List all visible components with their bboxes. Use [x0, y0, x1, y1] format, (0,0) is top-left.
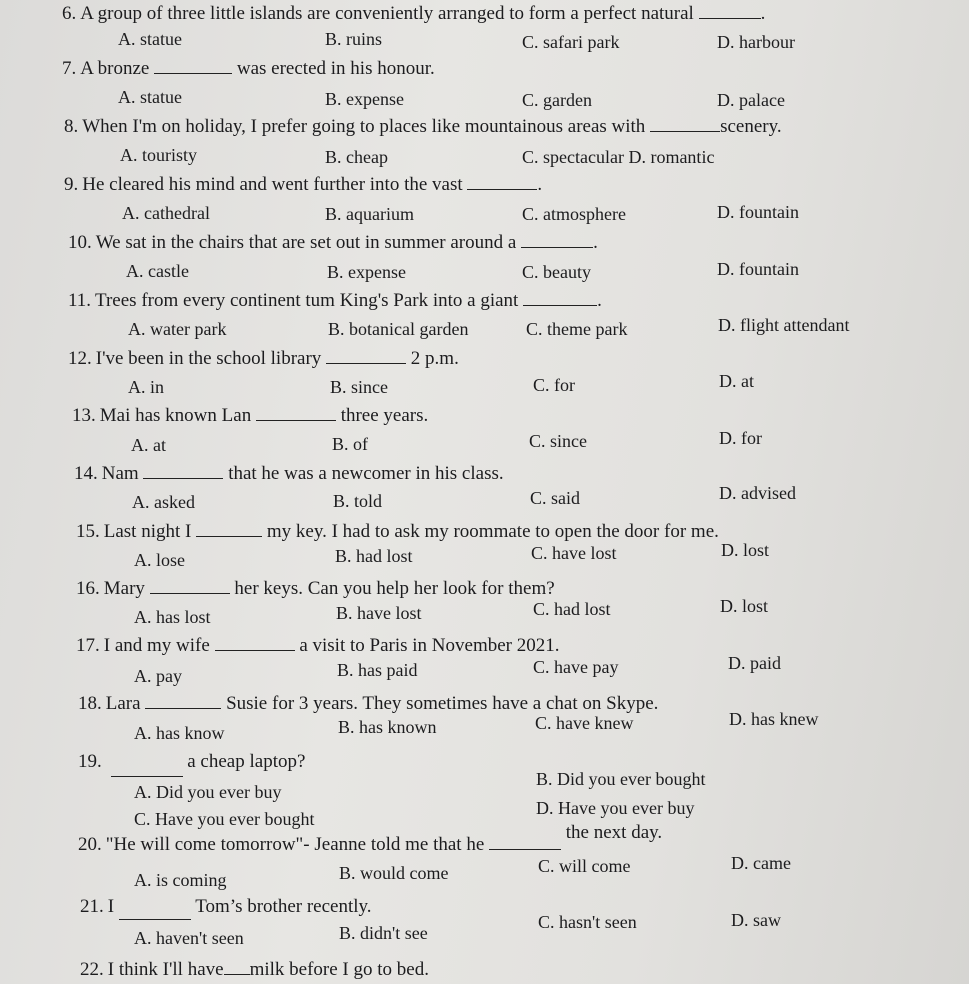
- option-d: D. saw: [731, 910, 781, 930]
- option-d: D. harbour: [717, 32, 795, 52]
- option-c: C. safari park: [522, 32, 620, 52]
- option-a: A. cathedral: [122, 203, 210, 223]
- option-d: D. advised: [719, 483, 796, 503]
- question-stem: 19. a cheap laptop?: [78, 751, 305, 773]
- option-c: C. had lost: [533, 599, 611, 619]
- option-c: C. will come: [538, 856, 631, 876]
- option-c-d: C. spectacular D. romantic: [522, 147, 715, 167]
- option-d: D. paid: [728, 653, 781, 673]
- answer-blank: [145, 694, 221, 709]
- option-c: C. said: [530, 488, 581, 508]
- question-stem: 10. We sat in the chairs that are set out in summer around a .: [68, 232, 598, 253]
- option-a: A. has lost: [134, 607, 211, 627]
- option-b: B. aquarium: [325, 204, 414, 224]
- option-a: A. water park: [128, 319, 227, 339]
- option-a: A. Did you ever buy: [134, 782, 282, 802]
- option-a: A. in: [128, 377, 164, 397]
- option-b: B. has paid: [337, 660, 418, 680]
- option-a: A. at: [131, 435, 166, 455]
- option-b: B. have lost: [336, 603, 422, 623]
- option-c: C. have lost: [531, 543, 617, 563]
- answer-blank: [196, 522, 262, 537]
- option-c: C. hasn't seen: [538, 912, 637, 932]
- option-c: C. have knew: [535, 713, 634, 733]
- question-stem: 22. I think I'll have milk before I go to bed.: [80, 959, 429, 980]
- option-d: D. at: [719, 371, 754, 391]
- option-b: B. cheap: [325, 147, 388, 167]
- option-b: B. since: [330, 377, 388, 397]
- answer-blank: [467, 175, 537, 190]
- option-c: C. Have you ever bought: [134, 809, 315, 829]
- option-a: A. castle: [126, 261, 189, 281]
- option-d: D. for: [719, 428, 762, 448]
- option-b: B. didn't see: [339, 923, 428, 943]
- question-stem: 13. Mai has known Lan three years.: [72, 405, 429, 426]
- option-d: D. lost: [721, 540, 770, 560]
- question-stem: 9. He cleared his mind and went further into the vast .: [64, 174, 543, 195]
- option-a: A. statue: [118, 29, 182, 49]
- answer-blank: [326, 349, 406, 364]
- option-d: D. Have you ever buy: [536, 798, 695, 818]
- option-d: D. palace: [717, 90, 785, 110]
- option-d: D. has knew: [729, 709, 819, 729]
- option-b: B. Did you ever bought: [536, 769, 706, 789]
- option-a: A. statue: [118, 87, 182, 107]
- answer-blank: [154, 59, 232, 74]
- option-b: B. expense: [325, 89, 404, 109]
- answer-blank: [523, 291, 597, 306]
- question-stem: 6. A group of three little islands are conveniently arranged to form a perfect natural .: [62, 3, 766, 24]
- option-b: B. of: [332, 434, 368, 454]
- option-b: B. had lost: [335, 546, 413, 566]
- option-d: D. flight attendant: [718, 315, 850, 335]
- question-stem: 12. I've been in the school library 2 p.m.: [68, 348, 459, 369]
- option-c: C. for: [533, 375, 575, 395]
- answer-blank: [150, 579, 230, 594]
- question-stem: 7. A bronze was erected in his honour.: [62, 58, 435, 79]
- answer-blank: [489, 835, 561, 850]
- answer-blank: [256, 406, 336, 421]
- option-c: C. beauty: [522, 262, 591, 282]
- option-c: C. have pay: [533, 657, 619, 677]
- answer-blank: [111, 762, 183, 777]
- option-a: A. pay: [134, 666, 182, 686]
- answer-blank: [215, 636, 295, 651]
- option-b: B. ruins: [325, 29, 383, 49]
- answer-blank: [224, 960, 250, 975]
- question-stem: 11. Trees from every continent tum King's Park into a giant .: [68, 290, 602, 311]
- option-c: C. since: [529, 431, 587, 451]
- question-stem: 14. Nam that he was a newcomer in his class.: [74, 463, 504, 484]
- option-b: B. botanical garden: [328, 319, 469, 339]
- answer-blank: [119, 905, 191, 920]
- question-stem: 21. I Tom’s brother recently.: [80, 896, 372, 918]
- option-b: B. has known: [338, 717, 437, 737]
- question-stem: 15. Last night I my key. I had to ask my roommate to open the door for me.: [76, 521, 719, 542]
- option-c: C. atmosphere: [522, 204, 626, 224]
- question-stem: 16. Mary her keys. Can you help her look for them?: [76, 578, 555, 599]
- option-a: A. touristy: [120, 145, 198, 165]
- question-stem: 8. When I'm on holiday, I prefer going to places like mountainous areas with scenery.: [64, 116, 782, 137]
- answer-blank: [650, 117, 720, 132]
- question-stem: 18. Lara Susie for 3 years. They sometimes have a chat on Skype.: [78, 693, 659, 714]
- option-d: D. fountain: [717, 202, 799, 222]
- question-stem: 20. "He will come tomorrow"- Jeanne told me that he the next day.: [78, 822, 663, 855]
- answer-blank: [521, 233, 593, 248]
- option-a: A. asked: [132, 492, 195, 512]
- option-a: A. haven't seen: [134, 928, 244, 948]
- option-a: A. lose: [134, 550, 185, 570]
- option-b: B. expense: [327, 262, 406, 282]
- option-a: A. has know: [134, 723, 225, 743]
- option-b: B. told: [333, 491, 383, 511]
- option-a: A. is coming: [134, 870, 227, 890]
- option-d: D. lost: [720, 596, 769, 616]
- option-c: C. garden: [522, 90, 592, 110]
- answer-blank: [143, 464, 223, 479]
- option-d: D. fountain: [717, 259, 799, 279]
- option-c: C. theme park: [526, 319, 628, 339]
- option-d: D. came: [731, 853, 791, 873]
- option-b: B. would come: [339, 863, 449, 883]
- question-stem: 17. I and my wife a visit to Paris in November 2021.: [76, 635, 560, 656]
